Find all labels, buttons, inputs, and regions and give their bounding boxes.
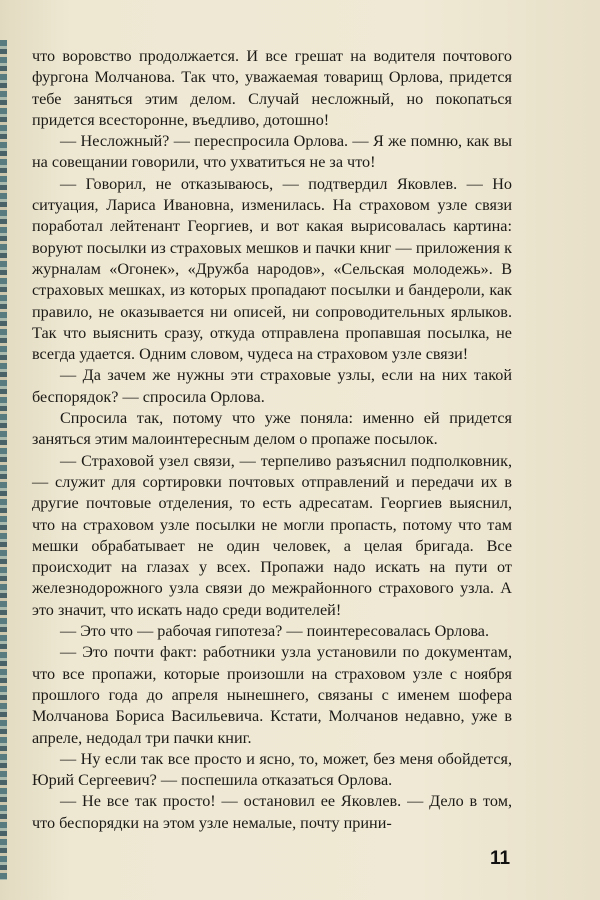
paragraph: что воровство продолжается. И все грешат на водителя почтового фургона Молчанова. Так что, уважаемая товарищ Орлова, придется тебе заняться этим делом. Случай несложный, но покопаться придется всесторонне, въедливо, дотошно! <box>32 47 512 129</box>
page-text <box>32 46 512 834</box>
paragraph: — Страховой узел связи, — терпеливо разъяснил подполковник, — служит для сортировки почтовых отправлений и передачи их в другие почтовые отделения, то есть адресатам. Георгиев выяснил, что на страховом узле посылки не могли пропасть, потому что там мешки обрабатывает не один человек, а целая бригада. Все происходит на глазах у всех. Пропажи надо искать на пути от железнодорожного узла связи до межрайонного страхового узла. А это значит, что искать надо среди водителей! <box>32 451 512 619</box>
paragraph: — Говорил, не отказываюсь, — подтвердил Яковлев. — Но ситуация, Лариса Ивановна, изменилась. На страховом узле связи поработал лейтенант Георгиев, и вот какая вырисовалась картина: воруют посылки из страховых мешков и пачки книг — приложения к журналам «Огонек», «Дружба народов», «Сельская молодежь». В страховых мешках, из которых пропадают посылки и бандероли, как правило, не оказывается ни описей, ни сопроводительных ярлыков. Так что выяснить сразу, откуда отправлена пропавшая посылка, не всегда удается. Одним словом, чудеса на страховом узле связи! <box>32 174 512 364</box>
page-number: 11 <box>490 848 511 869</box>
paragraph: Спросила так, потому что уже поняла: именно ей придется заняться этим малоинтересным делом о пропаже посылок. <box>32 409 512 449</box>
paragraph: — Несложный? — переспросила Орлова. — Я же помню, как вы на совещании говорили, что ухватиться не за что! <box>32 132 512 172</box>
page-edge-decoration <box>0 40 7 880</box>
paragraph: — Это что — рабочая гипотеза? — поинтересовалась Орлова. <box>60 622 489 641</box>
paragraph: — Не все так просто! — остановил ее Яковлев. — Дело в том, что беспорядки на этом узле немалые, почту прини- <box>32 792 512 832</box>
paragraph: — Это почти факт: работники узла установили по документам, что все пропажи, которые произошли на страховом узле с ноября прошлого года до апреля нынешнего, связаны с именем шофера Молчанова Бориса Васильевича. Кстати, Молчанов недавно, уже в апреле, недодал три пачки книг. <box>32 643 512 747</box>
paragraph: — Ну если так все просто и ясно, то, может, без меня обойдется, Юрий Сергеевич? — поспешила отказаться Орлова. <box>32 749 512 790</box>
paragraph: — Да зачем же нужны эти страховые узлы, если на них такой беспорядок? — спросила Орлова. <box>32 366 512 406</box>
